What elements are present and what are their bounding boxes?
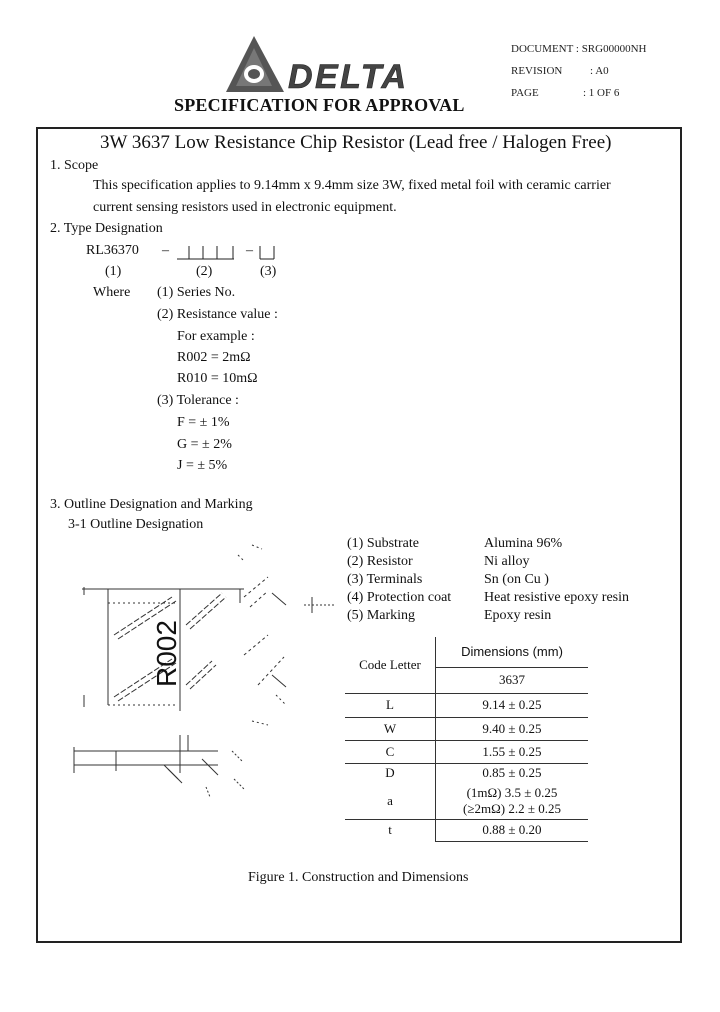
value-cell: 0.85 ± 0.25 [482, 765, 542, 781]
tolerance-g: G = ± 2% [177, 437, 232, 452]
series-item: (1) Series No. [157, 285, 236, 300]
table-row [345, 693, 588, 717]
scope-line-1: This specification applies to 9.14mm x 9.4mm size 3W, fixed metal foil with ceramic carrier [93, 178, 611, 193]
page-value: : 1 OF 6 [583, 87, 620, 99]
value-line-2: (≥2mΩ) 2.2 ± 0.25 [463, 800, 561, 816]
part-dash-1: – [162, 243, 169, 258]
value-line-1: (1mΩ) 3.5 ± 0.25 [466, 784, 558, 800]
code-cell: L [345, 693, 436, 717]
dimensions-table [345, 637, 588, 842]
value-cell: 9.40 ± 0.25 [436, 717, 589, 740]
figure-caption: Figure 1. Construction and Dimensions [248, 870, 469, 885]
code-label-3: (3) [260, 264, 277, 279]
brand-logotype: DELTA [288, 58, 406, 96]
material-label-marking: (5) Marking [347, 608, 416, 623]
example-heading: For example : [177, 329, 255, 344]
revision-value: : A0 [590, 65, 609, 77]
material-value-resistor: Ni alloy [484, 554, 530, 569]
scope-line-2: current sensing resistors used in electronic equipment. [93, 200, 397, 215]
code-letter-header: Code Letter [345, 637, 436, 693]
document-label: DOCUMENT : SRG00000NH [511, 43, 647, 55]
outline-heading: 3. Outline Designation and Marking [50, 497, 253, 512]
value-cell: 9.14 ± 0.25 [436, 693, 589, 717]
tolerance-item: (3) Tolerance : [157, 393, 239, 408]
material-label-substrate: (1) Substrate [347, 536, 419, 551]
tolerance-j: J = ± 5% [177, 458, 228, 473]
table-row [345, 717, 588, 740]
value-cell: 1.55 ± 0.25 [436, 740, 589, 763]
material-label-protection-coat: (4) Protection coat [347, 590, 452, 605]
spec-title: SPECIFICATION FOR APPROVAL [174, 95, 465, 115]
construction-drawing [72, 535, 342, 815]
page-label: PAGE [511, 87, 539, 99]
tolerance-f: F = ± 1% [177, 415, 230, 430]
code-label-1: (1) [105, 264, 122, 279]
code-cell: D [345, 763, 436, 783]
part-code-boxes [176, 244, 276, 260]
value-cell-multiline [436, 783, 589, 819]
delta-logo [224, 34, 414, 96]
material-value-terminals: Sn (on Cu ) [484, 572, 549, 587]
value-cell: 0.88 ± 0.20 [436, 819, 589, 841]
material-label-terminals: (3) Terminals [347, 572, 423, 587]
example-1: R002 = 2mΩ [177, 350, 251, 365]
code-label-2: (2) [196, 264, 213, 279]
size-header: 3637 [436, 667, 589, 693]
where-label: Where [93, 285, 131, 300]
material-value-protection-coat: Heat resistive epoxy resin [484, 590, 630, 605]
document-title: 3W 3637 Low Resistance Chip Resistor (Lead free / Halogen Free) [100, 132, 612, 153]
scope-heading: 1. Scope [50, 158, 99, 173]
code-cell: C [345, 740, 436, 763]
part-prefix: RL36370 [86, 243, 139, 258]
code-cell: a [345, 783, 436, 819]
resistance-item: (2) Resistance value : [157, 307, 278, 322]
part-dash-2: – [246, 243, 253, 258]
table-row [345, 783, 588, 819]
revision-label: REVISION [511, 65, 563, 77]
table-row [345, 763, 588, 783]
material-value-substrate: Alumina 96% [484, 536, 563, 551]
code-cell: t [345, 819, 436, 841]
code-cell: W [345, 717, 436, 740]
marking-text: R002 [151, 620, 182, 687]
material-value-marking: Epoxy resin [484, 608, 552, 623]
example-2: R010 = 10mΩ [177, 371, 258, 386]
dimensions-header: Dimensions (mm) [436, 637, 589, 667]
delta-triangle-icon [224, 34, 414, 96]
outline-subheading: 3-1 Outline Designation [68, 517, 204, 532]
table-row [345, 740, 588, 763]
table-row [345, 819, 588, 841]
type-designation-heading: 2. Type Designation [50, 221, 163, 236]
material-label-resistor: (2) Resistor [347, 554, 413, 569]
